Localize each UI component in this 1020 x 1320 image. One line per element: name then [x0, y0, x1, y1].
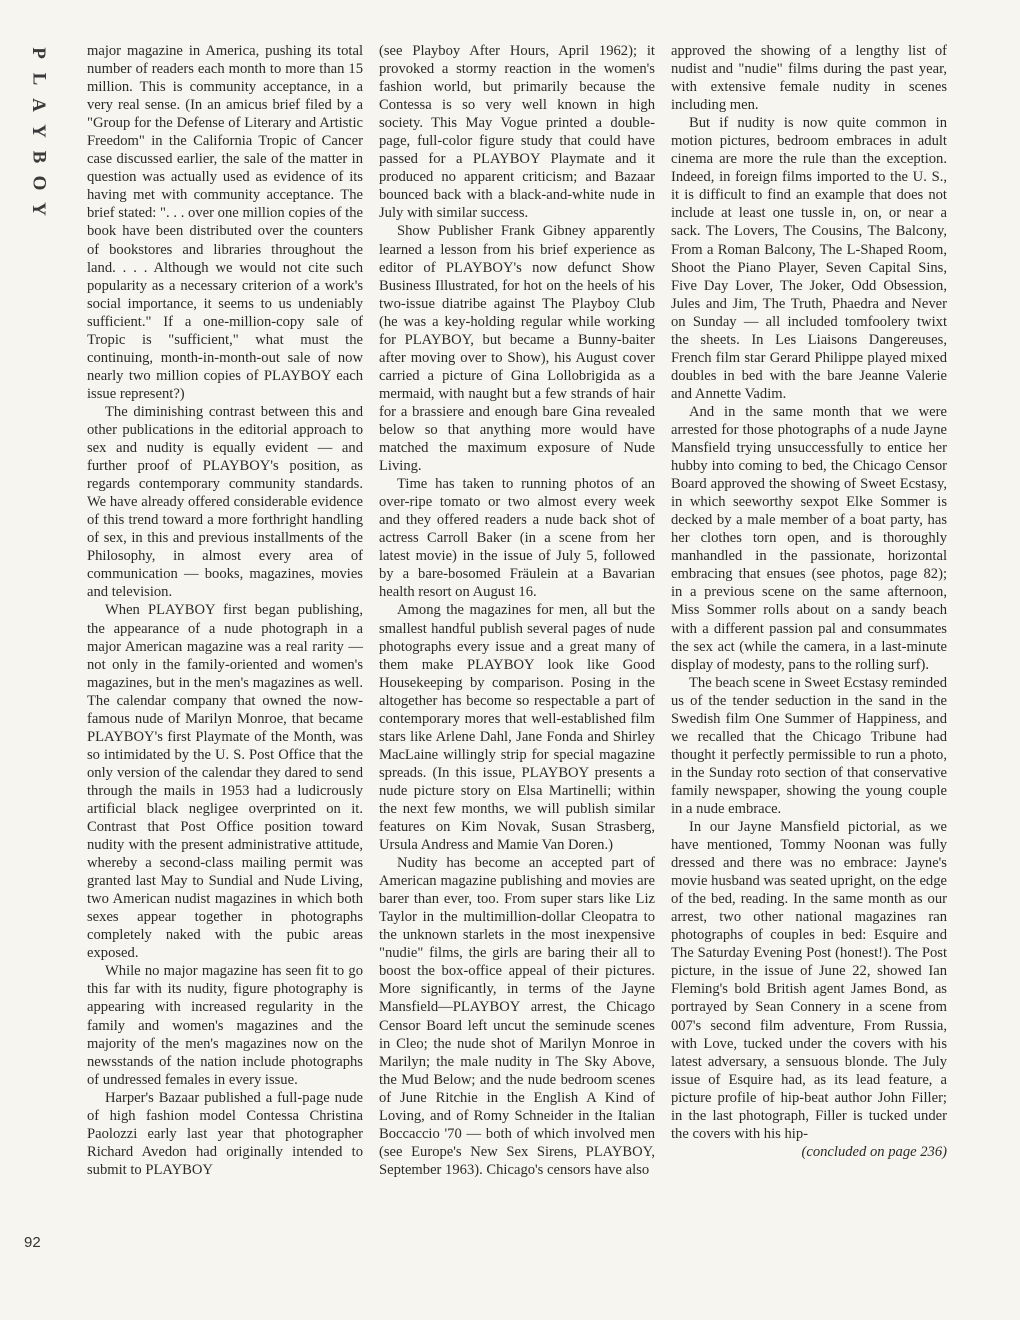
text-column-1	[87, 42, 363, 1179]
paragraph: In our Jayne Mansfield pictorial, as we have mentioned, Tommy Noonan was fully dressed and there was no embrace: Jayne's movie husband was seated upright, on the edge of the bed, reading. In the same month as our arrest, two other national magazines ran photographs of couples in bed: Esquire and The Saturday Evening Post (honest!). The Post picture, in the issue of June 22, showed Ian Fleming's bold British agent James Bond, as portrayed by Sean Connery in a scene from 007's second film adventure, From Russia, with Love, tucked under the covers with his latest adversary, a sensuous blonde. The July issue of Esquire had, as its lead feature, a picture profile of hip-beat author John Filler; in the last photograph, Filler is tucked under the covers with his hip-	[671, 819, 947, 1142]
masthead-letter: Y	[27, 124, 49, 138]
paragraph: While no major magazine has seen fit to go this far with its nudity, figure photography is appearing with increased regularity in the family and women's magazines and the majority of the men's magazines now on the newsstands of the nation include photographs of undressed females in every issue.	[87, 963, 363, 1088]
text-column-3	[671, 42, 947, 1161]
text-column-2	[379, 42, 655, 1179]
paragraph: major magazine in America, pushing its total number of readers each month to more than 15 million. This is community acceptance, in a very real sense. (In an amicus brief filed by a "Group for the Defense of Literary and Artistic Freedom" in the California Tropic of Cancer case discussed earlier, the sale of the matter in question was actually used as evidence of its having met with community acceptance. The brief stated: ". . . over one million copies of the book have been distributed over the counters of bookstores and libraries throughout the land. . . . Although we would not cite such popularity as a necessary criterion of a work's social importance, it seems to us undeniably sufficient." If a one-million-copy sale of Tropic is "sufficient," what must the continuing, month-in-month-out sale of now nearly two million copies of PLAYBOY each issue represent?)	[87, 43, 363, 402]
paragraph: approved the showing of a lengthy list of nudist and "nudie" films during the past year, with extensive female nudity in scenes including men.	[671, 43, 947, 114]
paragraph: But if nudity is now quite common in motion pictures, bedroom embraces in adult cinema are more the rule than the exception. Indeed, in foreign films imported to the U. S., it is difficult to find an example that does not include at least one tussle in, on, or near a sack. The Lovers, The Cousins, The Balcony, From a Roman Balcony, The L-Shaped Room, Shoot the Piano Player, Seven Capital Sins, Five Day Lover, The Joker, Odd Obsession, Jules and Jim, The Truth, Phaedra and Never on Sunday — all included tomfoolery twixt the sheets. In Les Liaisons Dangereuses, French film star Gerard Philippe played mixed doubles in bed with the bare Jeanne Valerie and Annette Vadim.	[671, 115, 947, 402]
paragraph: Among the magazines for men, all but the smallest handful publish several pages of nude photographs every issue and a great many of them make PLAYBOY look like Good Housekeeping by comparison. Posing in the altogether has become so respectable a part of contemporary mores that well-established film stars like Arlene Dahl, Jane Fonda and Shirley MacLaine willingly strip for special magazine spreads. (In this issue, PLAYBOY presents a nude picture story on Elsa Martinelli; within the next few months, we will publish similar features on Kim Novak, Susan Strasberg, Ursula Andress and Mamie Van Doren.)	[379, 602, 655, 854]
masthead-vertical	[22, 40, 54, 222]
continued-line: (concluded on page 236)	[801, 1143, 947, 1160]
masthead-letter: P	[27, 47, 49, 59]
paragraph: When PLAYBOY first began publishing, the appearance of a nude photograph in a major American magazine was a real rarity — not only in the family-oriented and women's magazines, but in the men's magazines as well. The calendar company that owned the now-famous nude of Marilyn Monroe, that became PLAYBOY's first Playmate of the Month, was so intimidated by the U. S. Post Office that the only version of the calendar they dared to send through the mails in 1953 had a ludicrously artificial black negligee overprinted on it. Contrast that Post Office position toward nudity with the present administrative attitude, whereby a second-class mailing permit was granted last May to Sundial and Nude Living, two American nudist magazines in which both sexes appear together in photographs completely naked with the pubic areas exposed.	[87, 602, 363, 962]
masthead-letter: O	[28, 175, 49, 191]
masthead-letter: L	[28, 72, 49, 86]
paragraph: (see Playboy After Hours, April 1962); it provoked a stormy reaction in the women's fashion world, but primarily because the Contessa is so very well known in high society. This May Vogue printed a double-page, full-color figure study that could have passed for a PLAYBOY Playmate and it produced no apparent criticism; and Bazaar bounced back with a black-and-white nude in July with similar success.	[379, 43, 655, 222]
masthead-letter: Y	[27, 202, 49, 216]
paragraph: Harper's Bazaar published a full-page nude of high fashion model Contessa Christina Paolozzi early last year that photographer Richard Avedon had originally intended to submit to PLAYBOY	[87, 1089, 363, 1178]
masthead-letter: B	[28, 150, 49, 164]
paragraph: The diminishing contrast between this and other publications in the editorial approach to sex and nudity is equally evident — and further proof of PLAYBOY's position, as regards contemporary community standards. We have already offered considerable evidence of this trend toward a more forthright handling of sex, in this and previous installments of the Philosophy, in almost every area of communication — books, magazines, movies and television.	[87, 403, 363, 601]
paragraph: Time has taken to running photos of an over-ripe tomato or two almost every week and they offered readers a nude back shot of actress Carroll Baker (in a scene from her latest movie) in the issue of July 5, followed by a bare-bosomed Fräulein at a Bavarian health resort on August 16.	[379, 476, 655, 601]
masthead-letter: A	[27, 98, 49, 112]
paragraph: And in the same month that we were arrested for those photographs of a nude Jayne Mansfield trying unsuccessfully to entice her hubby into coming to bed, the Chicago Censor Board approved the showing of Sweet Ecstasy, in which seeworthy sexpot Elke Sommer is decked by a male member of a boat party, has her clothes torn open, and is thoroughly manhandled in the passionate, horizontal embracing that ensues (see photos, page 82); in a previous scene on the same afternoon, Miss Sommer rolls about on a sandy beach with a different passion pal and consummates the sex act (while the camera, in a last-minute display of modesty, pans to the rolling surf).	[671, 403, 947, 673]
paragraph: Show Publisher Frank Gibney apparently learned a lesson from his brief experience as editor of PLAYBOY's now defunct Show Business Illustrated, for hot on the heels of his two-issue diatribe against The Playboy Club (he was a key-holding regular while working for PLAYBOY, but became a Bunny-baiter after moving over to Show), his August cover carried a picture of Gina Lollobrigida as a mermaid, with naught but a few strands of hair for a brassiere and enough bare Gina revealed below so that anything more would have matched the maximum exposure of Nude Living.	[379, 223, 655, 475]
page-number: 92	[24, 1234, 41, 1251]
paragraph: Nudity has become an accepted part of American magazine publishing and movies are barer than ever, too. From super stars like Liz Taylor in the multimillion-dollar Cleopatra to the unknown starlets in the most inexpensive "nudie" films, the girls are baring their all to boost the box-office appeal of their pictures. More significantly, in terms of the Jayne Mansfield—PLAYBOY arrest, the Chicago Censor Board left uncut the seminude scenes in Cleo; the nude shot of Marilyn Monroe in Marilyn; the male nudity in The Sky Above, the Mud Below; and the nude bedroom scenes of June Ritchie in the English A Kind of Loving, and of Romy Schneider in the Italian Boccaccio '70 — both of which involved men (see Europe's New Sex Sirens, PLAYBOY, September 1963). Chicago's censors have also	[379, 855, 655, 1178]
paragraph: The beach scene in Sweet Ecstasy reminded us of the tender seduction in the sand in the Swedish film One Summer of Happiness, and we recalled that the Chicago Tribune had thought it perfectly permissible to run a photo, in the Sunday roto section of that conservative family newspaper, showing the young couple in a nude embrace.	[671, 674, 947, 817]
